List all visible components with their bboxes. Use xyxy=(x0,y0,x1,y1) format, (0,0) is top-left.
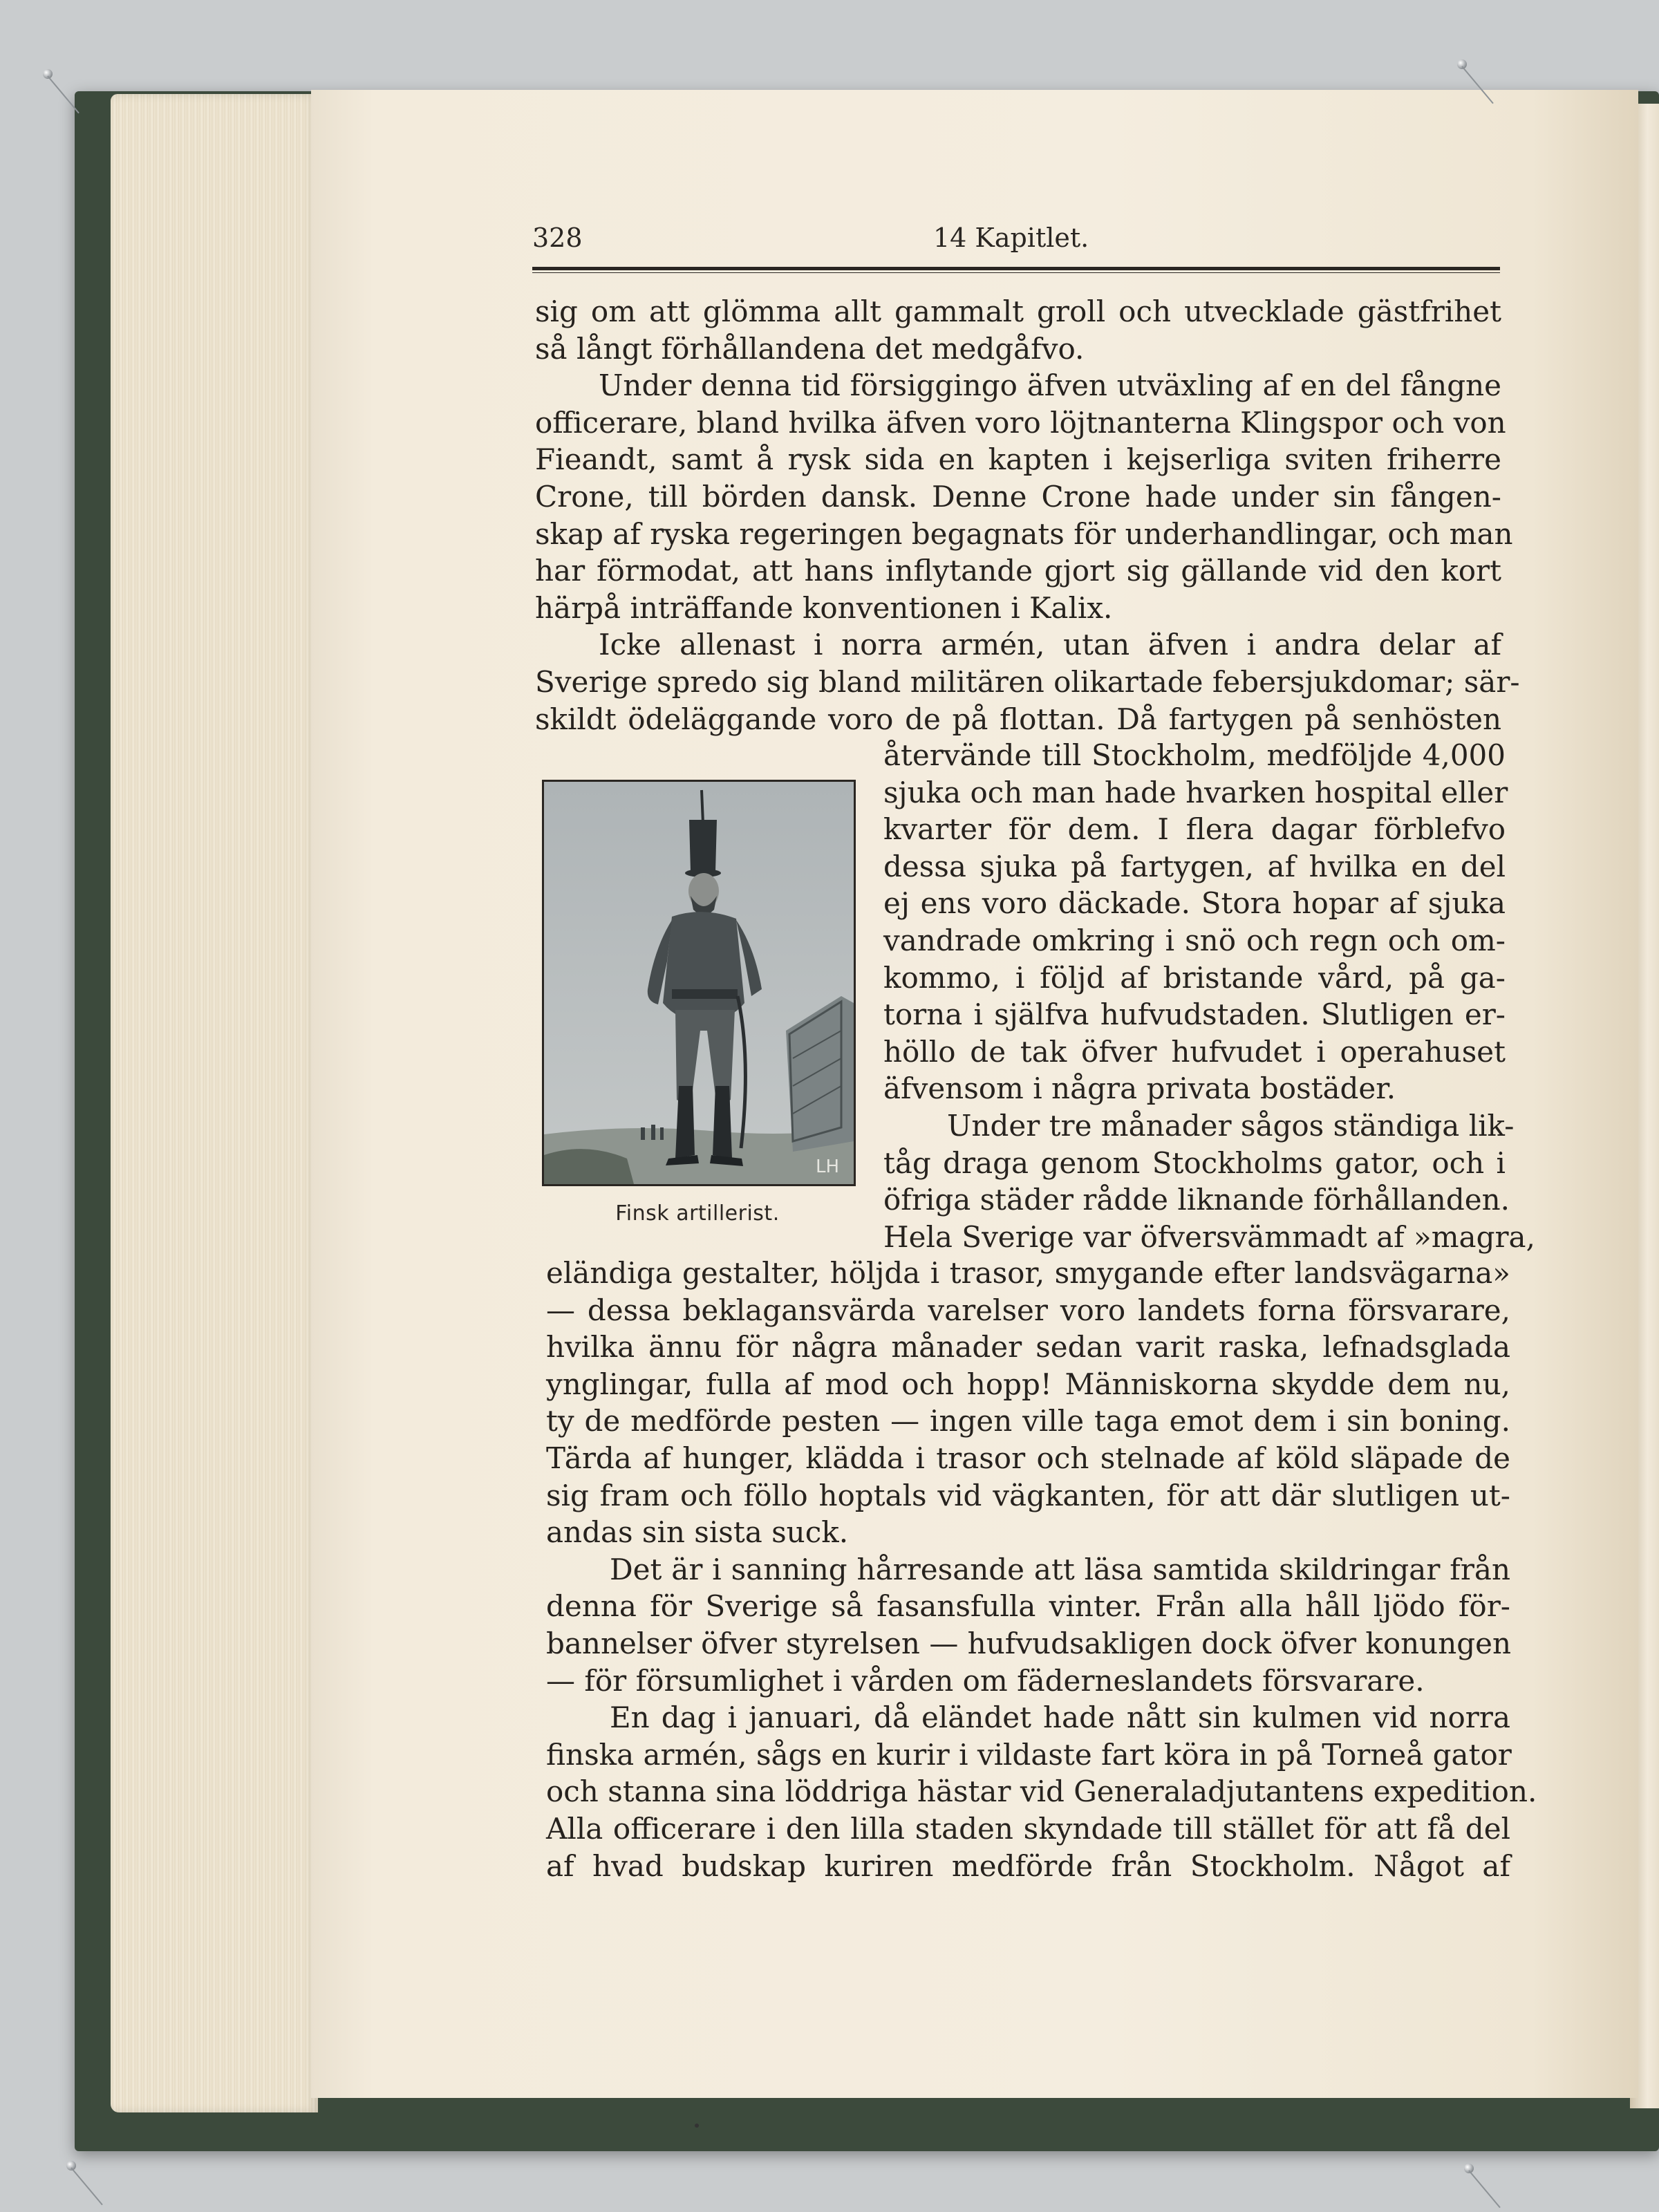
text-line: ty de medförde pesten — ingen ville taga emot dem i sin boning. xyxy=(546,1404,1510,1438)
text-line: tåg draga genom Stockholms gator, och i xyxy=(883,1145,1506,1180)
text-line: bannelser öfver styrelsen — hufvudsakligen dock öfver konungen xyxy=(546,1626,1512,1660)
text-line: skildt ödeläggande voro de på flottan. Då fartygen på senhösten xyxy=(535,702,1501,736)
text-line: Fieandt, samt å rysk sida en kapten i kejserliga sviten friherre xyxy=(535,442,1501,477)
print-mark xyxy=(695,2124,699,2128)
text-line: öfriga städer rådde liknande förhållanden. xyxy=(883,1183,1510,1217)
page-number: 328 xyxy=(532,223,583,253)
text-line: vandrade omkring i snö och regn och om- xyxy=(883,923,1506,957)
pin-icon xyxy=(43,69,53,79)
text-line: ynglingar, fulla af mod och hopp! Människorna skydde dem nu, xyxy=(546,1367,1510,1401)
text-line: har förmodat, att hans inflytande gjort sig gällande vid den kort xyxy=(535,554,1501,588)
pin-icon xyxy=(66,2161,76,2171)
paragraph-block-right xyxy=(883,737,1535,1255)
text-line: Tärda af hunger, klädda i trasor och stelnade af köld släpade de xyxy=(546,1441,1510,1475)
text-line: härpå inträffande konventionen i Kalix. xyxy=(535,590,1113,625)
text-line: Hela Sverige var öfversvämmadt af »magra, xyxy=(883,1219,1535,1254)
text-line: Sverige spredo sig bland militären olikartade febersjukdomar; sär- xyxy=(535,664,1520,699)
text-line: sjuka och man hade hvarken hospital eller xyxy=(883,775,1508,809)
finnish-artilleryman-illustration-icon xyxy=(544,782,854,1184)
text-line: kvarter för dem. I flera dagar förblefvo xyxy=(883,812,1506,847)
text-line: hvilka ännu för några månader sedan varit raska, lefnadsglada xyxy=(546,1330,1510,1365)
pin-icon xyxy=(1457,59,1467,69)
text-line: Under tre månader sågos ständiga lik- xyxy=(947,1108,1515,1143)
monogram: LH xyxy=(815,1156,840,1177)
page-stack-edge xyxy=(111,94,318,2112)
paragraph-block-top xyxy=(535,293,1520,738)
figure-illustration xyxy=(542,780,856,1186)
text-line: torna i själfva hufvudstaden. Slutligen er- xyxy=(883,997,1506,1032)
text-line: sig fram och föllo hoptals vid vägkanten, för att där slutligen ut- xyxy=(546,1478,1510,1512)
text-line: Alla officerare i den lilla staden skyndade till stället för att få del xyxy=(546,1811,1510,1846)
text-line: sig om att glömma allt gammalt groll och utvecklade gästfrihet xyxy=(535,294,1501,328)
text-line: höllo de tak öfver hufvudet i operahuset xyxy=(883,1034,1506,1069)
text-line: — dessa beklagansvärda varelser voro landets forna försvarare, xyxy=(546,1293,1510,1327)
running-header xyxy=(532,220,1500,261)
text-line: skap af ryska regeringen begagnats för underhandlingar, och man xyxy=(535,516,1513,551)
text-line: Crone, till börden dansk. Denne Crone hade under sin fången- xyxy=(535,479,1501,514)
figure-caption: Finsk artillerist. xyxy=(615,1201,780,1226)
text-line: denna för Sverige så fasansfulla vinter. Från alla håll ljödo för- xyxy=(546,1589,1510,1624)
text-line: så långt förhållandena det medgåfvo. xyxy=(535,331,1085,366)
text-line: officerare, bland hvilka äfven voro löjtnanterna Klingspor och von xyxy=(535,405,1506,440)
text-line: En dag i januari, då eländet hade nått sin kulmen vid norra xyxy=(610,1700,1510,1735)
text-line: finska armén, sågs en kurir i vildaste fart köra in på Torneå gator xyxy=(546,1737,1512,1772)
chapter-title: 14 Kapitlet. xyxy=(933,223,1089,253)
text-line: andas sin sista suck. xyxy=(546,1515,849,1550)
text-line: kommo, i följd af bristande vård, på ga- xyxy=(883,960,1506,995)
text-line: Det är i sanning hårresande att läsa samtida skildringar från xyxy=(610,1552,1510,1586)
text-line: — för försumlighet i vården om fäderneslandets försvarare. xyxy=(546,1663,1425,1698)
paragraph-block-bottom xyxy=(546,1255,1537,1884)
text-line: eländiga gestalter, höljda i trasor, smygande efter landsvägarna» xyxy=(546,1256,1510,1290)
pin-icon xyxy=(1464,2164,1474,2173)
text-line: Under denna tid försiggingo äfven utväxling af en del fångne xyxy=(599,368,1501,403)
text-line: och stanna sina löddriga hästar vid Generaladjutantens expedition. xyxy=(546,1774,1537,1809)
text-line: äfvensom i några privata bostäder. xyxy=(883,1071,1396,1106)
header-rule xyxy=(532,267,1500,273)
text-line: ej ens voro däckade. Stora hopar af sjuka xyxy=(883,886,1506,921)
text-line: Icke allenast i norra armén, utan äfven i andra delar af xyxy=(599,628,1501,662)
text-line: dessa sjuka på fartygen, af hvilka en del xyxy=(883,849,1506,883)
text-line: återvände till Stockholm, medföljde 4,000 xyxy=(883,738,1506,772)
text-line: af hvad budskap kuriren medförde från Stockholm. Något af xyxy=(546,1848,1510,1883)
